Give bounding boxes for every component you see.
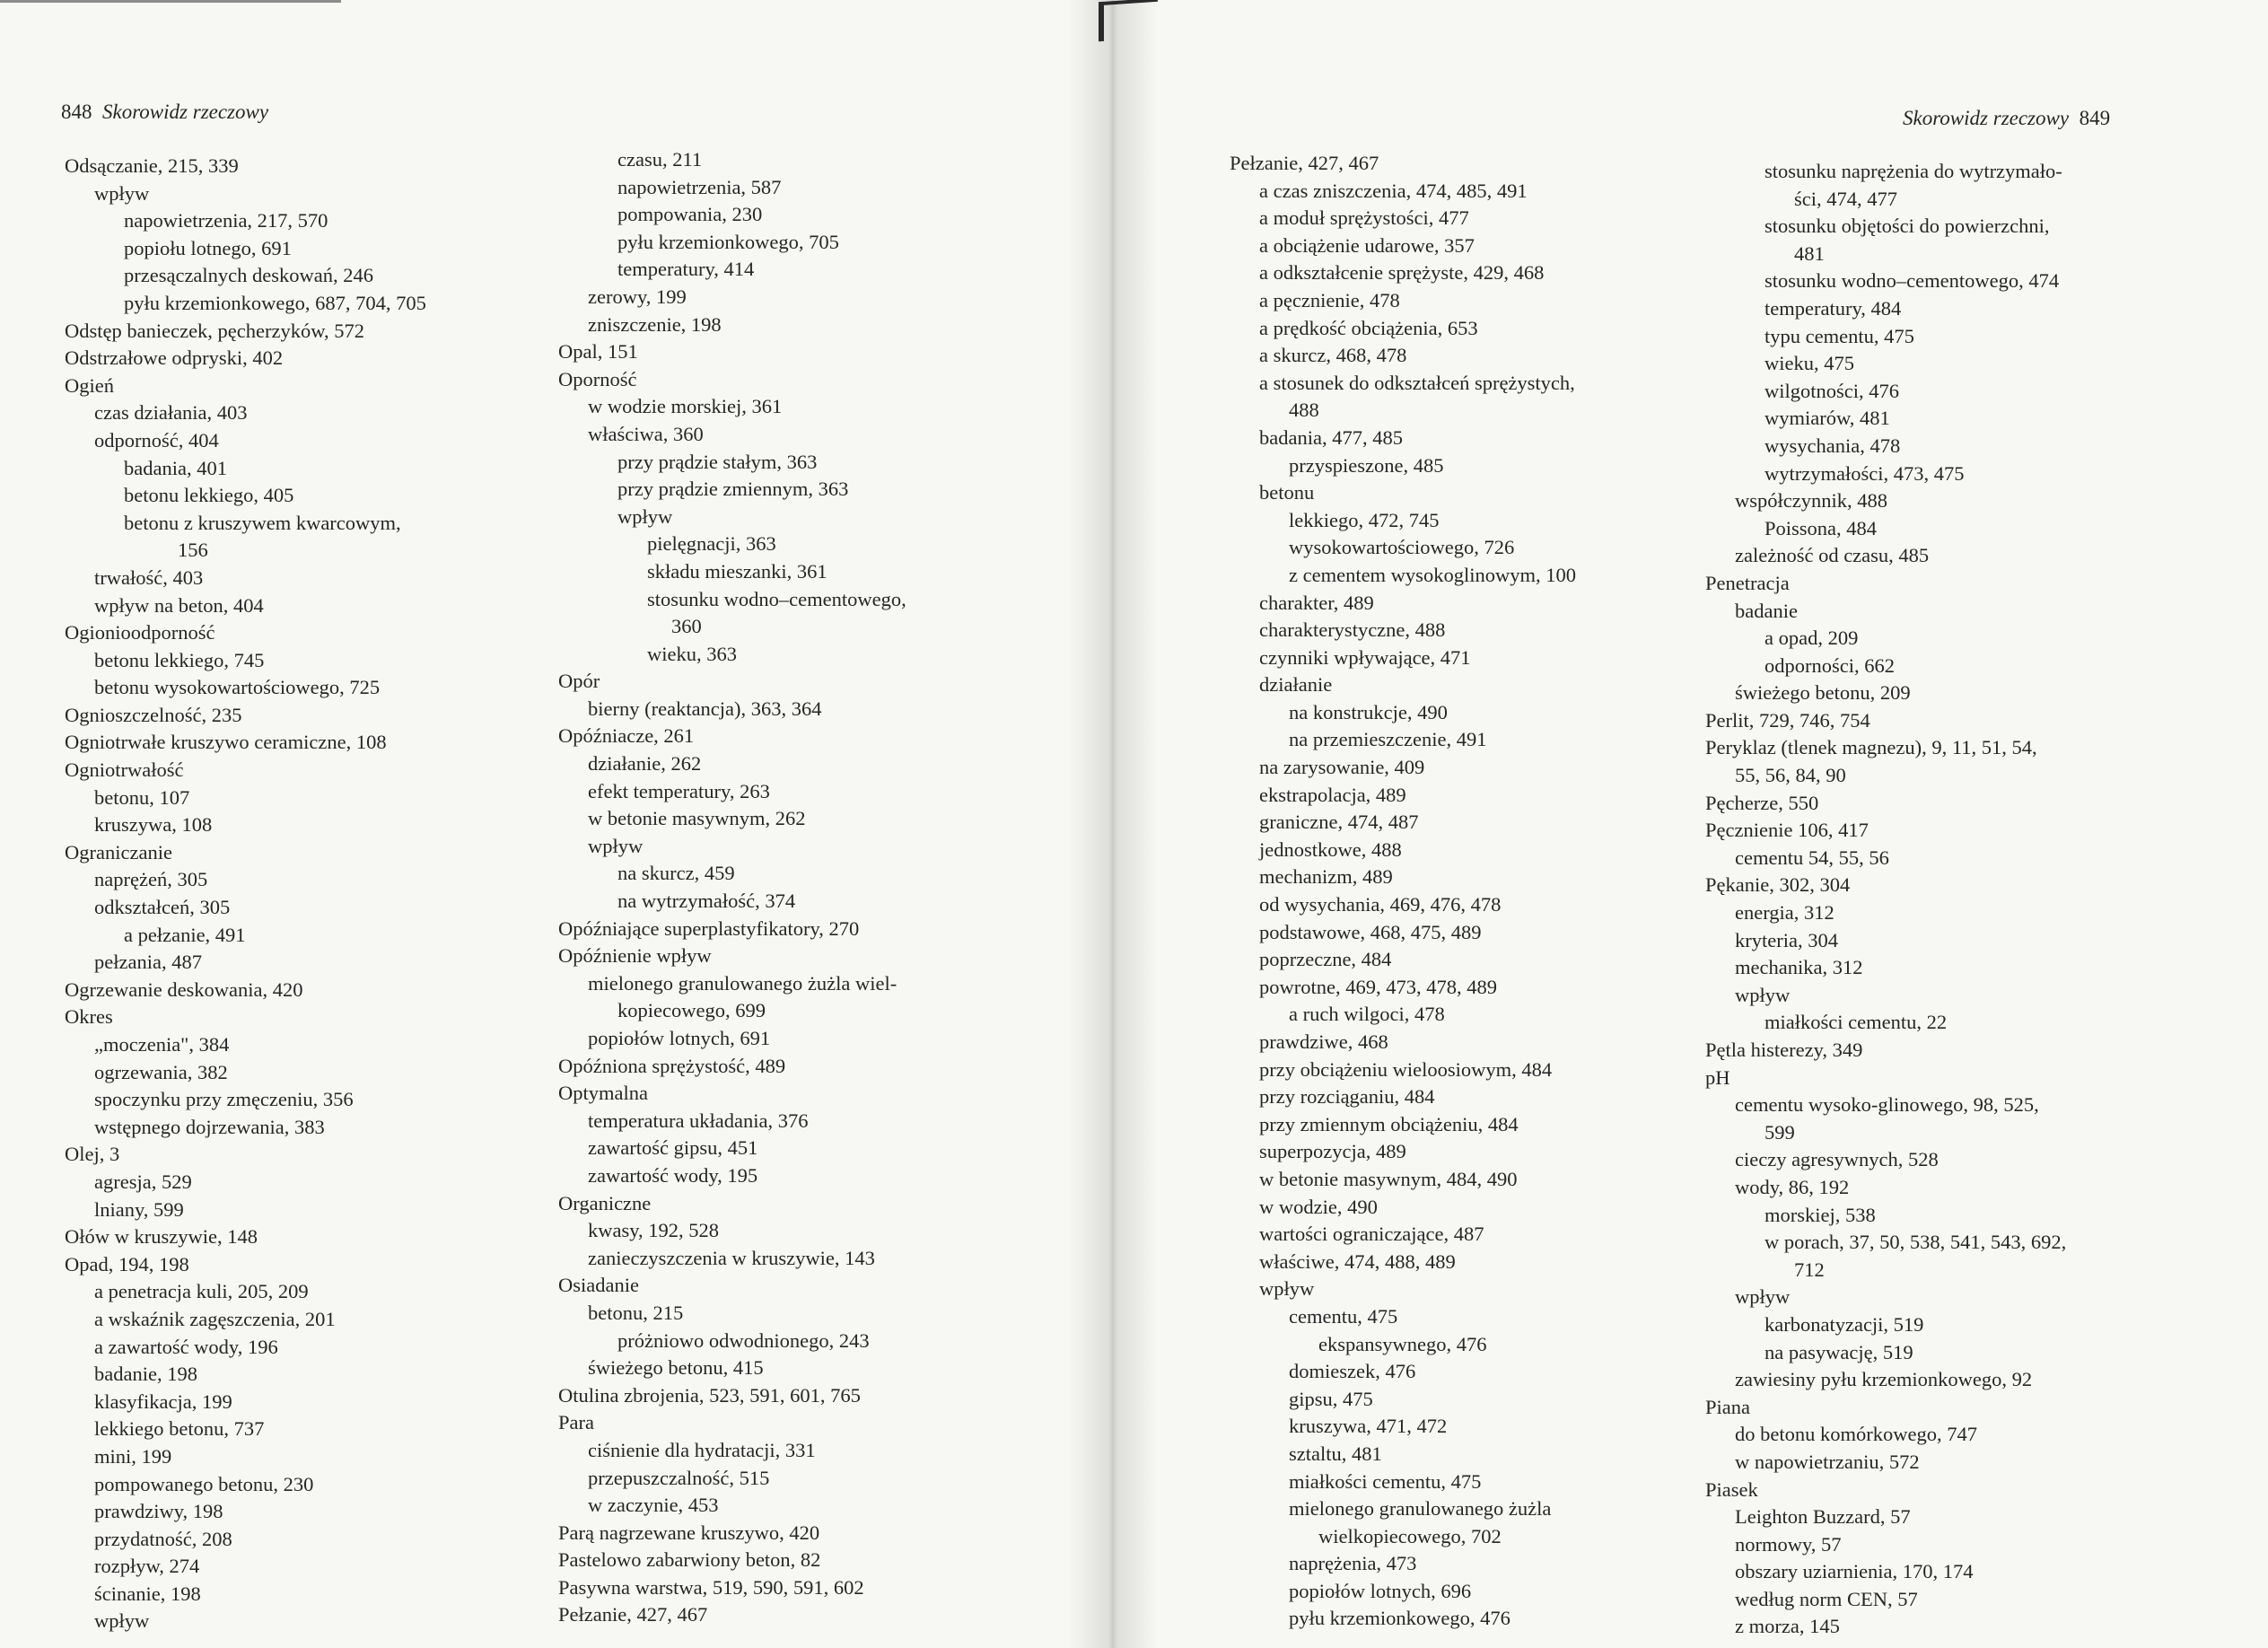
index-subentry: mielonego granulowanego żużla wiel- bbox=[588, 971, 898, 995]
index-subentry: działanie bbox=[1259, 673, 1333, 697]
left-page bbox=[0, 0, 1113, 1648]
index-subentry: współczynnik, 488 bbox=[1735, 489, 1887, 513]
index-subentry: charakterystyczne, 488 bbox=[1259, 618, 1446, 642]
index-entry: Osiadanie bbox=[558, 1274, 639, 1297]
index-subentry: ekspansywnego, 476 bbox=[1318, 1332, 1487, 1355]
index-subentry: zawartość gipsu, 451 bbox=[588, 1136, 758, 1160]
index-subentry: zawartość wody, 195 bbox=[588, 1163, 758, 1187]
index-subentry: betonu, 107 bbox=[94, 785, 190, 809]
index-subentry: przy zmiennym obciążeniu, 484 bbox=[1259, 1112, 1519, 1135]
index-entry: Pęcznienie 106, 417 bbox=[1705, 819, 1869, 842]
index-subentry: lekkiego, 472, 745 bbox=[1289, 508, 1440, 531]
index-subentry: zależność od czasu, 485 bbox=[1735, 544, 1930, 567]
index-entry: Oporność bbox=[558, 367, 637, 390]
index-entry: Pęcherze, 550 bbox=[1705, 791, 1819, 814]
index-subentry: napowietrzenia, 587 bbox=[617, 175, 782, 198]
index-subentry: wytrzymałości, 473, 475 bbox=[1764, 461, 1965, 485]
index-subentry: wpływ bbox=[588, 834, 644, 857]
index-subentry: spoczynku przy zmęczeniu, 356 bbox=[94, 1088, 354, 1111]
index-subentry: według norm CEN, 57 bbox=[1735, 1587, 1918, 1610]
index-subentry: odkształceń, 305 bbox=[94, 896, 231, 919]
index-subentry: działanie, 262 bbox=[588, 752, 702, 776]
index-entry: Piana bbox=[1705, 1395, 1750, 1418]
index-subentry: badania, 401 bbox=[124, 456, 227, 479]
index-entry: Organiczne bbox=[558, 1191, 652, 1214]
index-entry: Parą nagrzewane kruszywo, 420 bbox=[558, 1521, 820, 1544]
index-entry: Penetracja bbox=[1705, 571, 1790, 594]
index-subentry: morskiej, 538 bbox=[1764, 1203, 1876, 1226]
index-subentry: bierny (reaktancja), 363, 364 bbox=[588, 697, 822, 720]
index-subentry: miałkości cementu, 475 bbox=[1289, 1469, 1482, 1493]
index-subentry: lekkiego betonu, 737 bbox=[94, 1417, 265, 1441]
index-subentry: próżniowo odwodnionego, 243 bbox=[617, 1328, 870, 1352]
index-subentry: wartości ograniczające, 487 bbox=[1259, 1223, 1484, 1246]
index-entry: Perlit, 729, 746, 754 bbox=[1705, 708, 1870, 732]
index-subentry: na skurcz, 459 bbox=[617, 862, 735, 885]
index-subentry: podstawowe, 468, 475, 489 bbox=[1259, 920, 1482, 943]
index-column bbox=[1705, 158, 2208, 1641]
index-subentry: powrotne, 469, 473, 478, 489 bbox=[1259, 975, 1497, 998]
index-subentry: pyłu krzemionkowego, 705 bbox=[617, 230, 839, 253]
index-subentry: a prędkość obciążenia, 653 bbox=[1259, 316, 1478, 339]
index-subentry: efekt temperatury, 263 bbox=[588, 779, 770, 802]
index-subentry: ścinanie, 198 bbox=[94, 1582, 201, 1605]
index-subentry: napowietrzenia, 217, 570 bbox=[124, 209, 328, 232]
index-subentry: klasyfikacja, 199 bbox=[94, 1389, 232, 1413]
index-subentry: temperatury, 484 bbox=[1764, 296, 1902, 320]
index-subentry: Leighton Buzzard, 57 bbox=[1735, 1505, 1911, 1529]
index-entry: Ogniotrwałość bbox=[65, 758, 184, 782]
index-entry: Piasek bbox=[1705, 1477, 1758, 1501]
index-subentry: a pełzanie, 491 bbox=[124, 923, 246, 946]
index-subentry: przy prądzie stałym, 363 bbox=[617, 450, 818, 473]
index-entry: Opóźniona sprężystość, 489 bbox=[558, 1054, 786, 1077]
index-subentry: ciśnienie dla hydratacji, 331 bbox=[588, 1438, 816, 1461]
left-page-header bbox=[61, 100, 268, 125]
index-subentry: betonu z kruszywem kwarcowym, bbox=[124, 511, 401, 534]
index-subentry: a skurcz, 468, 478 bbox=[1259, 344, 1407, 367]
index-subentry: a stosunek do odkształceń sprężystych, bbox=[1259, 371, 1575, 394]
index-subentry: kryteria, 304 bbox=[1735, 928, 1838, 951]
index-subentry: przydatność, 208 bbox=[94, 1527, 232, 1550]
index-entry: Optymalna bbox=[558, 1082, 648, 1105]
index-entry: Olej, 3 bbox=[65, 1143, 120, 1166]
index-subentry: kopiecowego, 699 bbox=[617, 999, 766, 1022]
index-subentry: rozpływ, 274 bbox=[94, 1555, 200, 1578]
index-subentry: a ruch wilgoci, 478 bbox=[1289, 1003, 1445, 1026]
index-subentry: cementu wysoko-glinowego, 98, 525, bbox=[1735, 1093, 2039, 1117]
index-subentry: ogrzewania, 382 bbox=[94, 1060, 228, 1083]
index-entry: Pełzanie, 427, 467 bbox=[1230, 152, 1379, 174]
index-subentry: na wytrzymałość, 374 bbox=[617, 890, 796, 913]
index-subentry: wpływ na beton, 404 bbox=[94, 593, 264, 617]
index-subentry: 156 bbox=[178, 539, 208, 562]
page-number: 849 bbox=[2079, 107, 2111, 129]
index-subentry: poprzeczne, 484 bbox=[1259, 948, 1392, 971]
index-entry: Pętla histerezy, 349 bbox=[1705, 1039, 1863, 1061]
index-entry: Okres bbox=[65, 1005, 113, 1029]
index-subentry: przepuszczalność, 515 bbox=[588, 1466, 770, 1489]
index-subentry: graniczne, 474, 487 bbox=[1259, 811, 1419, 834]
index-subentry: charakter, 489 bbox=[1259, 591, 1374, 614]
index-subentry: do betonu komórkowego, 747 bbox=[1735, 1423, 1977, 1446]
index-subentry: czynniki wpływające, 471 bbox=[1259, 645, 1471, 669]
index-subentry: stosunku wodno–cementowego, 474 bbox=[1764, 269, 2060, 293]
index-subentry: betonu bbox=[1259, 481, 1315, 504]
index-subentry: w betonie masywnym, 262 bbox=[588, 807, 806, 830]
index-subentry: lniany, 599 bbox=[94, 1197, 184, 1221]
index-entry: Opóźniające superplastyfikatory, 270 bbox=[558, 916, 860, 940]
index-subentry: prawdziwe, 468 bbox=[1259, 1030, 1388, 1053]
index-subentry: wpływ bbox=[94, 1609, 150, 1633]
index-subentry: wstępnego dojrzewania, 383 bbox=[94, 1115, 325, 1138]
index-entry: Ogionioodporność bbox=[65, 621, 215, 644]
index-subentry: badanie, 198 bbox=[94, 1363, 197, 1386]
index-subentry: a moduł sprężystości, 477 bbox=[1259, 206, 1469, 230]
index-subentry: ekstrapolacja, 489 bbox=[1259, 783, 1406, 806]
index-entry: Odstęp banieczek, pęcherzyków, 572 bbox=[65, 319, 365, 342]
index-subentry: pełzania, 487 bbox=[94, 951, 202, 974]
index-subentry: wody, 86, 192 bbox=[1735, 1175, 1850, 1198]
index-subentry: wieku, 475 bbox=[1764, 352, 1854, 375]
index-subentry: na przemieszczenie, 491 bbox=[1289, 728, 1487, 751]
index-entry: Ołów w kruszywie, 148 bbox=[65, 1225, 258, 1249]
index-subentry: na pasywację, 519 bbox=[1764, 1340, 1913, 1363]
index-subentry: stosunku wodno–cementowego, bbox=[647, 587, 906, 610]
index-subentry: stosunku objętości do powierzchni, bbox=[1764, 215, 2050, 238]
index-subentry: betonu wysokowartościowego, 725 bbox=[94, 676, 381, 699]
index-subentry: cieczy agresywnych, 528 bbox=[1735, 1148, 1939, 1171]
index-subentry: 488 bbox=[1289, 399, 1319, 422]
index-subentry: pyłu krzemionkowego, 687, 704, 705 bbox=[124, 291, 426, 314]
right-page-header bbox=[1903, 106, 2110, 131]
index-subentry: agresja, 529 bbox=[94, 1170, 192, 1193]
index-entry: Odstrzałowe odpryski, 402 bbox=[65, 346, 284, 370]
index-subentry: przy obciążeniu wieloosiowym, 484 bbox=[1259, 1057, 1553, 1081]
index-entry: Ogrzewanie deskowania, 420 bbox=[65, 977, 303, 1001]
index-subentry: wymiarów, 481 bbox=[1764, 407, 1890, 430]
index-subentry: w betonie masywnym, 484, 490 bbox=[1259, 1167, 1518, 1190]
index-subentry: właściwe, 474, 488, 489 bbox=[1259, 1249, 1456, 1273]
index-subentry: a czas zniszczenia, 474, 485, 491 bbox=[1259, 179, 1528, 202]
index-column bbox=[558, 146, 1061, 1629]
index-subentry: mielonego granulowanego żużla bbox=[1289, 1497, 1552, 1521]
index-subentry: 55, 56, 84, 90 bbox=[1735, 764, 1846, 787]
index-subentry: ści, 474, 477 bbox=[1794, 187, 1897, 210]
index-subentry: trwałość, 403 bbox=[94, 565, 204, 589]
index-entry: Pasywna warstwa, 519, 590, 591, 602 bbox=[558, 1575, 864, 1599]
index-subentry: w zaczynie, 453 bbox=[588, 1494, 719, 1517]
index-column bbox=[65, 153, 567, 1635]
index-subentry: właściwa, 360 bbox=[588, 422, 704, 445]
index-subentry: gipsu, 475 bbox=[1289, 1387, 1373, 1410]
index-subentry: pielęgnacji, 363 bbox=[647, 532, 776, 556]
index-subentry: z cementem wysokoglinowym, 100 bbox=[1289, 563, 1576, 586]
index-subentry: mechanizm, 489 bbox=[1259, 865, 1393, 889]
index-subentry: wpływ bbox=[94, 181, 150, 205]
index-subentry: 599 bbox=[1764, 1120, 1795, 1144]
index-entry: Pastelowo zabarwiony beton, 82 bbox=[558, 1548, 821, 1572]
index-entry: Ognioszczelność, 235 bbox=[65, 703, 242, 726]
index-subentry: naprężeń, 305 bbox=[94, 868, 208, 891]
book-gutter-shadow bbox=[1068, 0, 1158, 1648]
running-title: Skorowidz rzeczowy bbox=[102, 101, 269, 123]
index-subentry: w porach, 37, 50, 538, 541, 543, 692, bbox=[1764, 1231, 2067, 1254]
index-subentry: naprężenia, 473 bbox=[1289, 1552, 1417, 1575]
index-subentry: domieszek, 476 bbox=[1289, 1360, 1416, 1383]
index-subentry: wpływ bbox=[1735, 1285, 1791, 1309]
index-subentry: a wskaźnik zagęszczenia, 201 bbox=[94, 1307, 336, 1330]
index-subentry: a zawartość wody, 196 bbox=[94, 1335, 278, 1358]
index-subentry: zanieczyszczenia w kruszywie, 143 bbox=[588, 1246, 875, 1269]
index-subentry: pompowanego betonu, 230 bbox=[94, 1472, 314, 1495]
index-subentry: zerowy, 199 bbox=[588, 285, 687, 308]
index-subentry: badania, 477, 485 bbox=[1259, 425, 1403, 449]
index-entry: Odsączanie, 215, 339 bbox=[65, 154, 239, 177]
index-subentry: wpływ bbox=[1735, 983, 1791, 1006]
index-subentry: a pęcznienie, 478 bbox=[1259, 288, 1400, 311]
index-entry: Peryklaz (tlenek magnezu), 9, 11, 51, 54, bbox=[1705, 736, 2037, 759]
index-subentry: wielkopiecowego, 702 bbox=[1318, 1524, 1502, 1547]
index-entry: Otulina zbrojenia, 523, 591, 601, 765 bbox=[558, 1383, 861, 1407]
index-subentry: czasu, 211 bbox=[617, 148, 703, 171]
index-entry: Ogniotrwałe kruszywo ceramiczne, 108 bbox=[65, 731, 387, 754]
index-subentry: cementu 54, 55, 56 bbox=[1735, 846, 1889, 869]
index-subentry: typu cementu, 475 bbox=[1764, 324, 1914, 347]
index-entry: Opóźniacze, 261 bbox=[558, 724, 695, 748]
running-title: Skorowidz rzeczowy bbox=[1903, 107, 2070, 129]
index-subentry: temperatura układania, 376 bbox=[588, 1109, 809, 1132]
index-subentry: mini, 199 bbox=[94, 1444, 172, 1468]
top-edge-line bbox=[0, 0, 341, 3]
index-subentry: betonu lekkiego, 405 bbox=[124, 484, 294, 507]
index-subentry: kruszywa, 471, 472 bbox=[1289, 1415, 1448, 1438]
index-subentry: karbonatyzacji, 519 bbox=[1764, 1312, 1924, 1336]
index-subentry: wpływ bbox=[1259, 1277, 1315, 1301]
index-subentry: a obciążenie udarowe, 357 bbox=[1259, 233, 1475, 257]
index-subentry: betonu, 215 bbox=[588, 1301, 684, 1324]
index-subentry: badanie bbox=[1735, 599, 1798, 622]
index-subentry: energia, 312 bbox=[1735, 901, 1835, 925]
index-subentry: przyspieszone, 485 bbox=[1289, 453, 1444, 477]
index-entry: Para bbox=[558, 1411, 594, 1434]
index-subentry: zawiesiny pyłu krzemionkowego, 92 bbox=[1735, 1368, 2033, 1391]
index-subentry: 481 bbox=[1794, 241, 1825, 265]
index-subentry: prawdziwy, 198 bbox=[94, 1500, 223, 1523]
index-subentry: świeżego betonu, 415 bbox=[588, 1356, 764, 1380]
index-subentry: na zarysowanie, 409 bbox=[1259, 756, 1425, 779]
index-subentry: obszary uziarnienia, 170, 174 bbox=[1735, 1560, 1974, 1583]
index-subentry: w napowietrzaniu, 572 bbox=[1735, 1450, 1920, 1473]
index-subentry: w wodzie, 490 bbox=[1259, 1195, 1378, 1218]
index-subentry: kruszywa, 108 bbox=[94, 813, 213, 837]
index-subentry: z morza, 145 bbox=[1735, 1615, 1840, 1638]
index-subentry: od wysychania, 469, 476, 478 bbox=[1259, 893, 1502, 916]
index-subentry: przesączalnych deskowań, 246 bbox=[124, 264, 374, 287]
index-subentry: wilgotności, 476 bbox=[1764, 379, 1899, 402]
index-subentry: wieku, 363 bbox=[647, 642, 737, 665]
index-subentry: 712 bbox=[1794, 1258, 1825, 1281]
index-subentry: wpływ bbox=[617, 504, 673, 528]
index-subentry: sztaltu, 481 bbox=[1289, 1442, 1382, 1465]
index-subentry: odporności, 662 bbox=[1764, 653, 1895, 677]
index-subentry: normowy, 57 bbox=[1735, 1532, 1842, 1556]
index-subentry: Poissona, 484 bbox=[1764, 516, 1878, 539]
index-entry: Pełzanie, 427, 467 bbox=[558, 1603, 708, 1626]
index-entry: Opal, 151 bbox=[558, 340, 638, 364]
index-subentry: składu mieszanki, 361 bbox=[647, 559, 828, 583]
index-entry: pH bbox=[1705, 1065, 1730, 1089]
index-entry: Ograniczanie bbox=[65, 840, 172, 863]
index-subentry: na konstrukcje, 490 bbox=[1289, 700, 1448, 723]
right-page bbox=[1113, 0, 2268, 1648]
index-subentry: kwasy, 192, 528 bbox=[588, 1219, 720, 1242]
index-subentry: popiołu lotnego, 691 bbox=[124, 236, 292, 259]
index-subentry: przy rozciąganiu, 484 bbox=[1259, 1085, 1435, 1109]
index-entry: Opad, 194, 198 bbox=[65, 1252, 189, 1275]
index-subentry: odporność, 404 bbox=[94, 428, 219, 451]
index-subentry: a opad, 209 bbox=[1764, 627, 1859, 650]
index-subentry: stosunku naprężenia do wytrzymało- bbox=[1764, 160, 2062, 182]
index-subentry: pompowania, 230 bbox=[617, 203, 763, 226]
index-subentry: popiołów lotnych, 696 bbox=[1289, 1579, 1472, 1602]
index-subentry: „moczenia", 384 bbox=[94, 1033, 230, 1056]
index-subentry: jednostkowe, 488 bbox=[1259, 837, 1402, 861]
index-column bbox=[1230, 150, 1714, 1633]
index-subentry: świeżego betonu, 209 bbox=[1735, 681, 1911, 705]
index-subentry: czas działania, 403 bbox=[94, 401, 248, 425]
index-subentry: superpozycja, 489 bbox=[1259, 1140, 1406, 1163]
index-subentry: temperatury, 414 bbox=[617, 258, 755, 281]
index-subentry: zniszczenie, 198 bbox=[588, 312, 722, 336]
index-entry: Pękanie, 302, 304 bbox=[1705, 873, 1851, 897]
index-subentry: popiołów lotnych, 691 bbox=[588, 1027, 771, 1049]
index-subentry: wysokowartościowego, 726 bbox=[1289, 536, 1515, 559]
page-number: 848 bbox=[61, 101, 92, 123]
index-subentry: a penetracja kuli, 205, 209 bbox=[94, 1280, 309, 1303]
index-entry: Opór bbox=[558, 670, 600, 693]
index-subentry: a odkształcenie sprężyste, 429, 468 bbox=[1259, 261, 1545, 285]
page-corner-mark bbox=[1099, 0, 1158, 41]
index-entry: Opóźnienie wpływ bbox=[558, 944, 712, 968]
index-subentry: 360 bbox=[671, 615, 702, 638]
index-subentry: w wodzie morskiej, 361 bbox=[588, 395, 783, 418]
index-subentry: wysychania, 478 bbox=[1764, 434, 1901, 457]
index-subentry: cementu, 475 bbox=[1289, 1304, 1398, 1328]
index-subentry: betonu lekkiego, 745 bbox=[94, 648, 265, 671]
index-subentry: pyłu krzemionkowego, 476 bbox=[1289, 1607, 1511, 1630]
index-subentry: przy prądzie zmiennym, 363 bbox=[617, 478, 849, 501]
index-subentry: mechanika, 312 bbox=[1735, 956, 1863, 979]
index-subentry: miałkości cementu, 22 bbox=[1764, 1011, 1948, 1034]
index-entry: Ogień bbox=[65, 373, 114, 397]
